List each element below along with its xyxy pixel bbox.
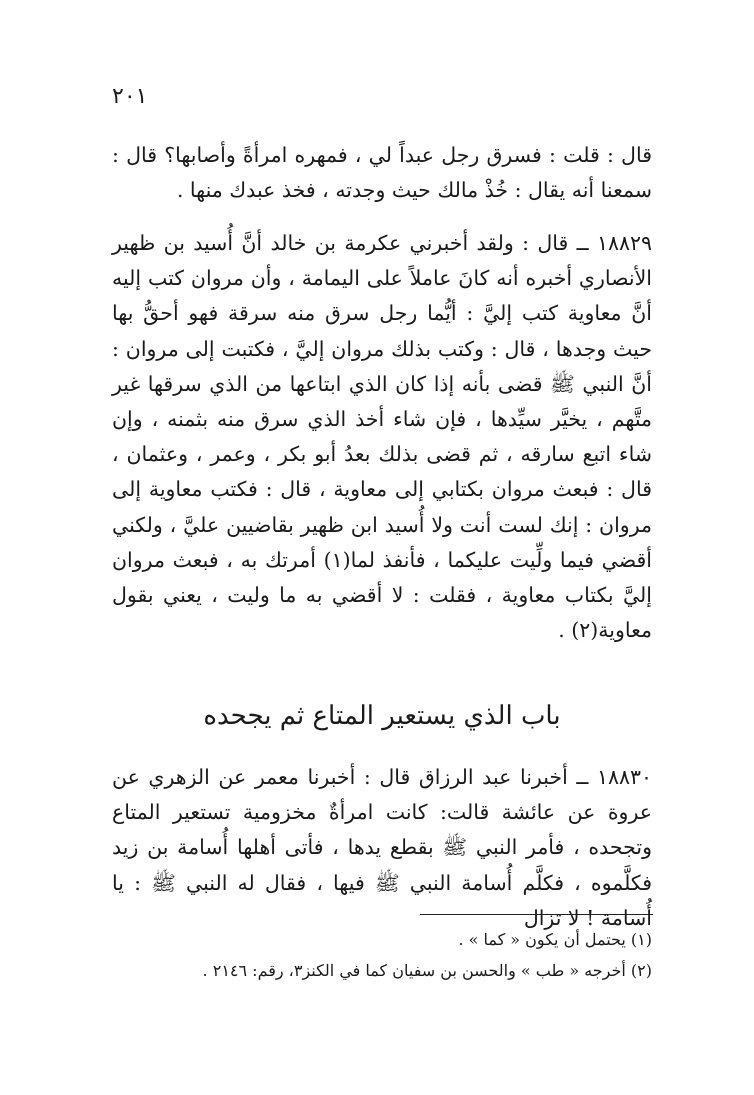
hadith-18829-text: ١٨٨٢٩ ــ قال : ولقد أخبرني عكرمة بن خالد أنَّ أُسيد بن ظهير الأنصاري أخبره أنه كانَ عاملاً على اليمامة ، وأن مروان كتب إليه أنَّ معاوية كتب إليَّ : أيُّما رجل سرق منه سرقة فهو أحقُّ بها حيث وجدها ، قال : وكتب بذلك مروان إليَّ ، فكتبت إلى مروان : أنَّ النبي ﷺ قضى بأنه إذا كان الذي ابتاعها من الذي سرقها غير متَّهم ، يخيَّر سيِّدها ، فإن شاء أخذ الذي سرق منه بثمنه ، وإن شاء اتبع سارقه ، ثم قضى بذلك بعدُ أبو بكر ، وعمر ، وعثمان ، قال : فبعث مروان بكتابي إلى معاوية ، قال : فكتب معاوية إلى مروان : إنك لست أنت ولا أُسيد ابن ظهير بقاضيين عليَّ ، ولكني أقضي فيما ولِّيت عليكما ، فأنفذ لما(١) أمرتك به ، فبعث مروان إليَّ بكتاب معاوية ، فقلت : لا أقضي به ما وليت ، يعني بقول معاوية(٢) .	[112, 231, 653, 643]
paragraph-1-text: قال : قلت : فسرق رجل عبداً لي ، فمهره امرأةً وأصابها؟ قال : سمعنا أنه يقال : خُذْ مالك حيث وجدته ، فخذ عبدك منها .	[112, 143, 652, 203]
footnote-divider	[420, 914, 653, 915]
footnote-2: (٢) أخرجه « طب » والحسن بن سفيان كما في الكنز٣، رقم: ٢١٤٦ .	[202, 961, 652, 980]
paragraph-1	[112, 138, 652, 208]
chapter-title: باب الذي يستعير المتاع ثم يجحده	[203, 701, 561, 731]
hadith-18829	[112, 226, 652, 648]
footnotes	[92, 924, 652, 986]
hadith-18830-text: ١٨٨٣٠ ــ أخبرنا عبد الرزاق قال : أخبرنا معمر عن الزهري عن عروة عن عائشة قالت: كانت امرأةٌ مخزومية تستعير المتاع وتجحده ، فأمر النبي ﷺ بقطع يدها ، فأتى أهلها أُسامة بن زيد فكلَّموه ، فكلَّم أُسامة النبي ﷺ فيها ، فقال له النبي ﷺ : يا أُسامة ! لا تزال	[112, 765, 652, 930]
footnote-1: (١) يحتمل أن يكون « كما » .	[458, 930, 652, 949]
page-number: ٢٠١	[112, 84, 148, 109]
hadith-18830	[112, 760, 652, 936]
